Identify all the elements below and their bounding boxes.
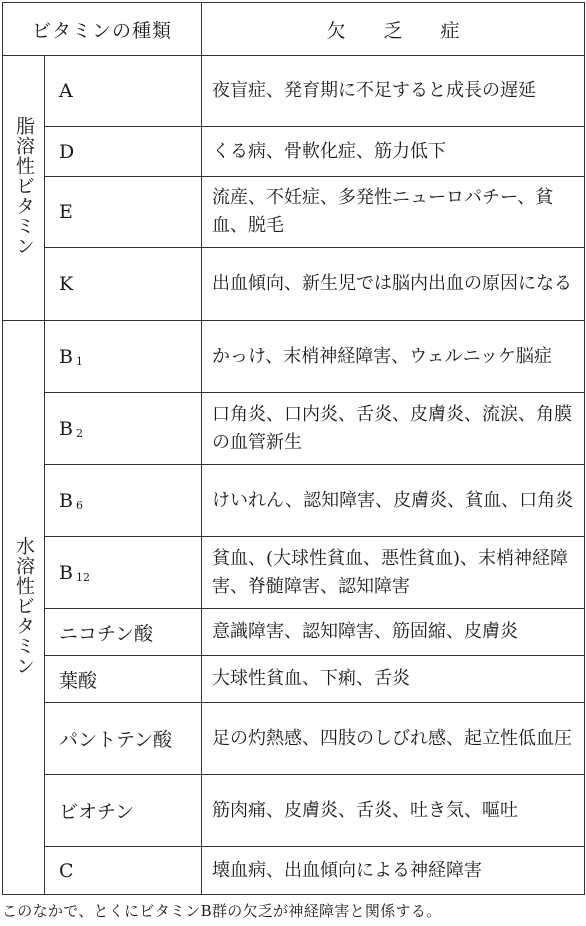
vitamin-name: B $_6$ [45,465,202,537]
table-row [3,537,585,609]
vitamin-subscript: 2 [75,426,83,440]
vitamin-name: E [45,177,202,248]
vitamin-name: B $_1$ [45,321,202,393]
vitamin-deficiency-table [2,2,585,895]
table-row [3,393,585,465]
deficiency-symptoms: 壊血病、出血傾向による神経障害 [202,847,585,895]
table-row [3,56,585,127]
deficiency-symptoms: 足の灼熱感、四肢のしびれ感、起立性低血圧 [202,703,585,775]
vitamin-subscript: 12 [75,570,90,584]
footnote: このなかで、とくにビタミンB群の欠乏が神経障害と関係する。 [2,902,442,920]
deficiency-symptoms: 貧血、(大球性貧血、悪性貧血)、末梢神経障害、脊髄障害、認知障害 [202,537,585,609]
vitamin-name: B $_2$ [45,393,202,465]
vitamin-name: K [45,248,202,321]
header-vitamin-type: ビタミンの種類 [3,3,202,56]
deficiency-symptoms: けいれん、認知障害、皮膚炎、貧血、口角炎 [202,465,585,537]
group-label: 脂溶性ビタミン [13,116,35,256]
vitamin-subscript: 6 [75,498,83,512]
deficiency-symptoms: 大球性貧血、下痢、舌炎 [202,656,585,703]
deficiency-symptoms: くる病、骨軟化症、筋力低下 [202,127,585,177]
table-row [3,703,585,775]
table-row [3,248,585,321]
group-water-soluble [3,321,45,895]
vitamin-subscript: 1 [75,354,83,368]
deficiency-symptoms: 口角炎、口内炎、舌炎、皮膚炎、流涙、角膜の血管新生 [202,393,585,465]
vitamin-name: ビオチン [45,775,202,847]
group-label: 水溶性ビタミン [13,535,35,676]
vitamin-name: C [45,847,202,895]
group-fat-soluble [3,56,45,321]
table-row [3,465,585,537]
header-row [3,3,585,56]
deficiency-symptoms: 出血傾向、新生児では脳内出血の原因になる [202,248,585,321]
vitamin-name: ニコチン酸 [45,609,202,656]
deficiency-symptoms: かっけ、末梢神経障害、ウェルニッケ脳症 [202,321,585,393]
table-row [3,609,585,656]
table-row [3,656,585,703]
table-row [3,177,585,248]
header-deficiency: 欠乏症 [202,3,585,56]
vitamin-name: A [45,56,202,127]
deficiency-symptoms: 流産、不妊症、多発性ニューロパチー、貧血、脱毛 [202,177,585,248]
deficiency-symptoms: 意識障害、認知障害、筋固縮、皮膚炎 [202,609,585,656]
vitamin-name: 葉酸 [45,656,202,703]
deficiency-symptoms: 夜盲症、発育期に不足すると成長の遅延 [202,56,585,127]
table-row [3,127,585,177]
table-row [3,847,585,895]
vitamin-name: パントテン酸 [45,703,202,775]
vitamin-name: D [45,127,202,177]
table-row [3,321,585,393]
table-row [3,775,585,847]
deficiency-symptoms: 筋肉痛、皮膚炎、舌炎、吐き気、嘔吐 [202,775,585,847]
vitamin-name: B $_{12}$ [45,537,202,609]
